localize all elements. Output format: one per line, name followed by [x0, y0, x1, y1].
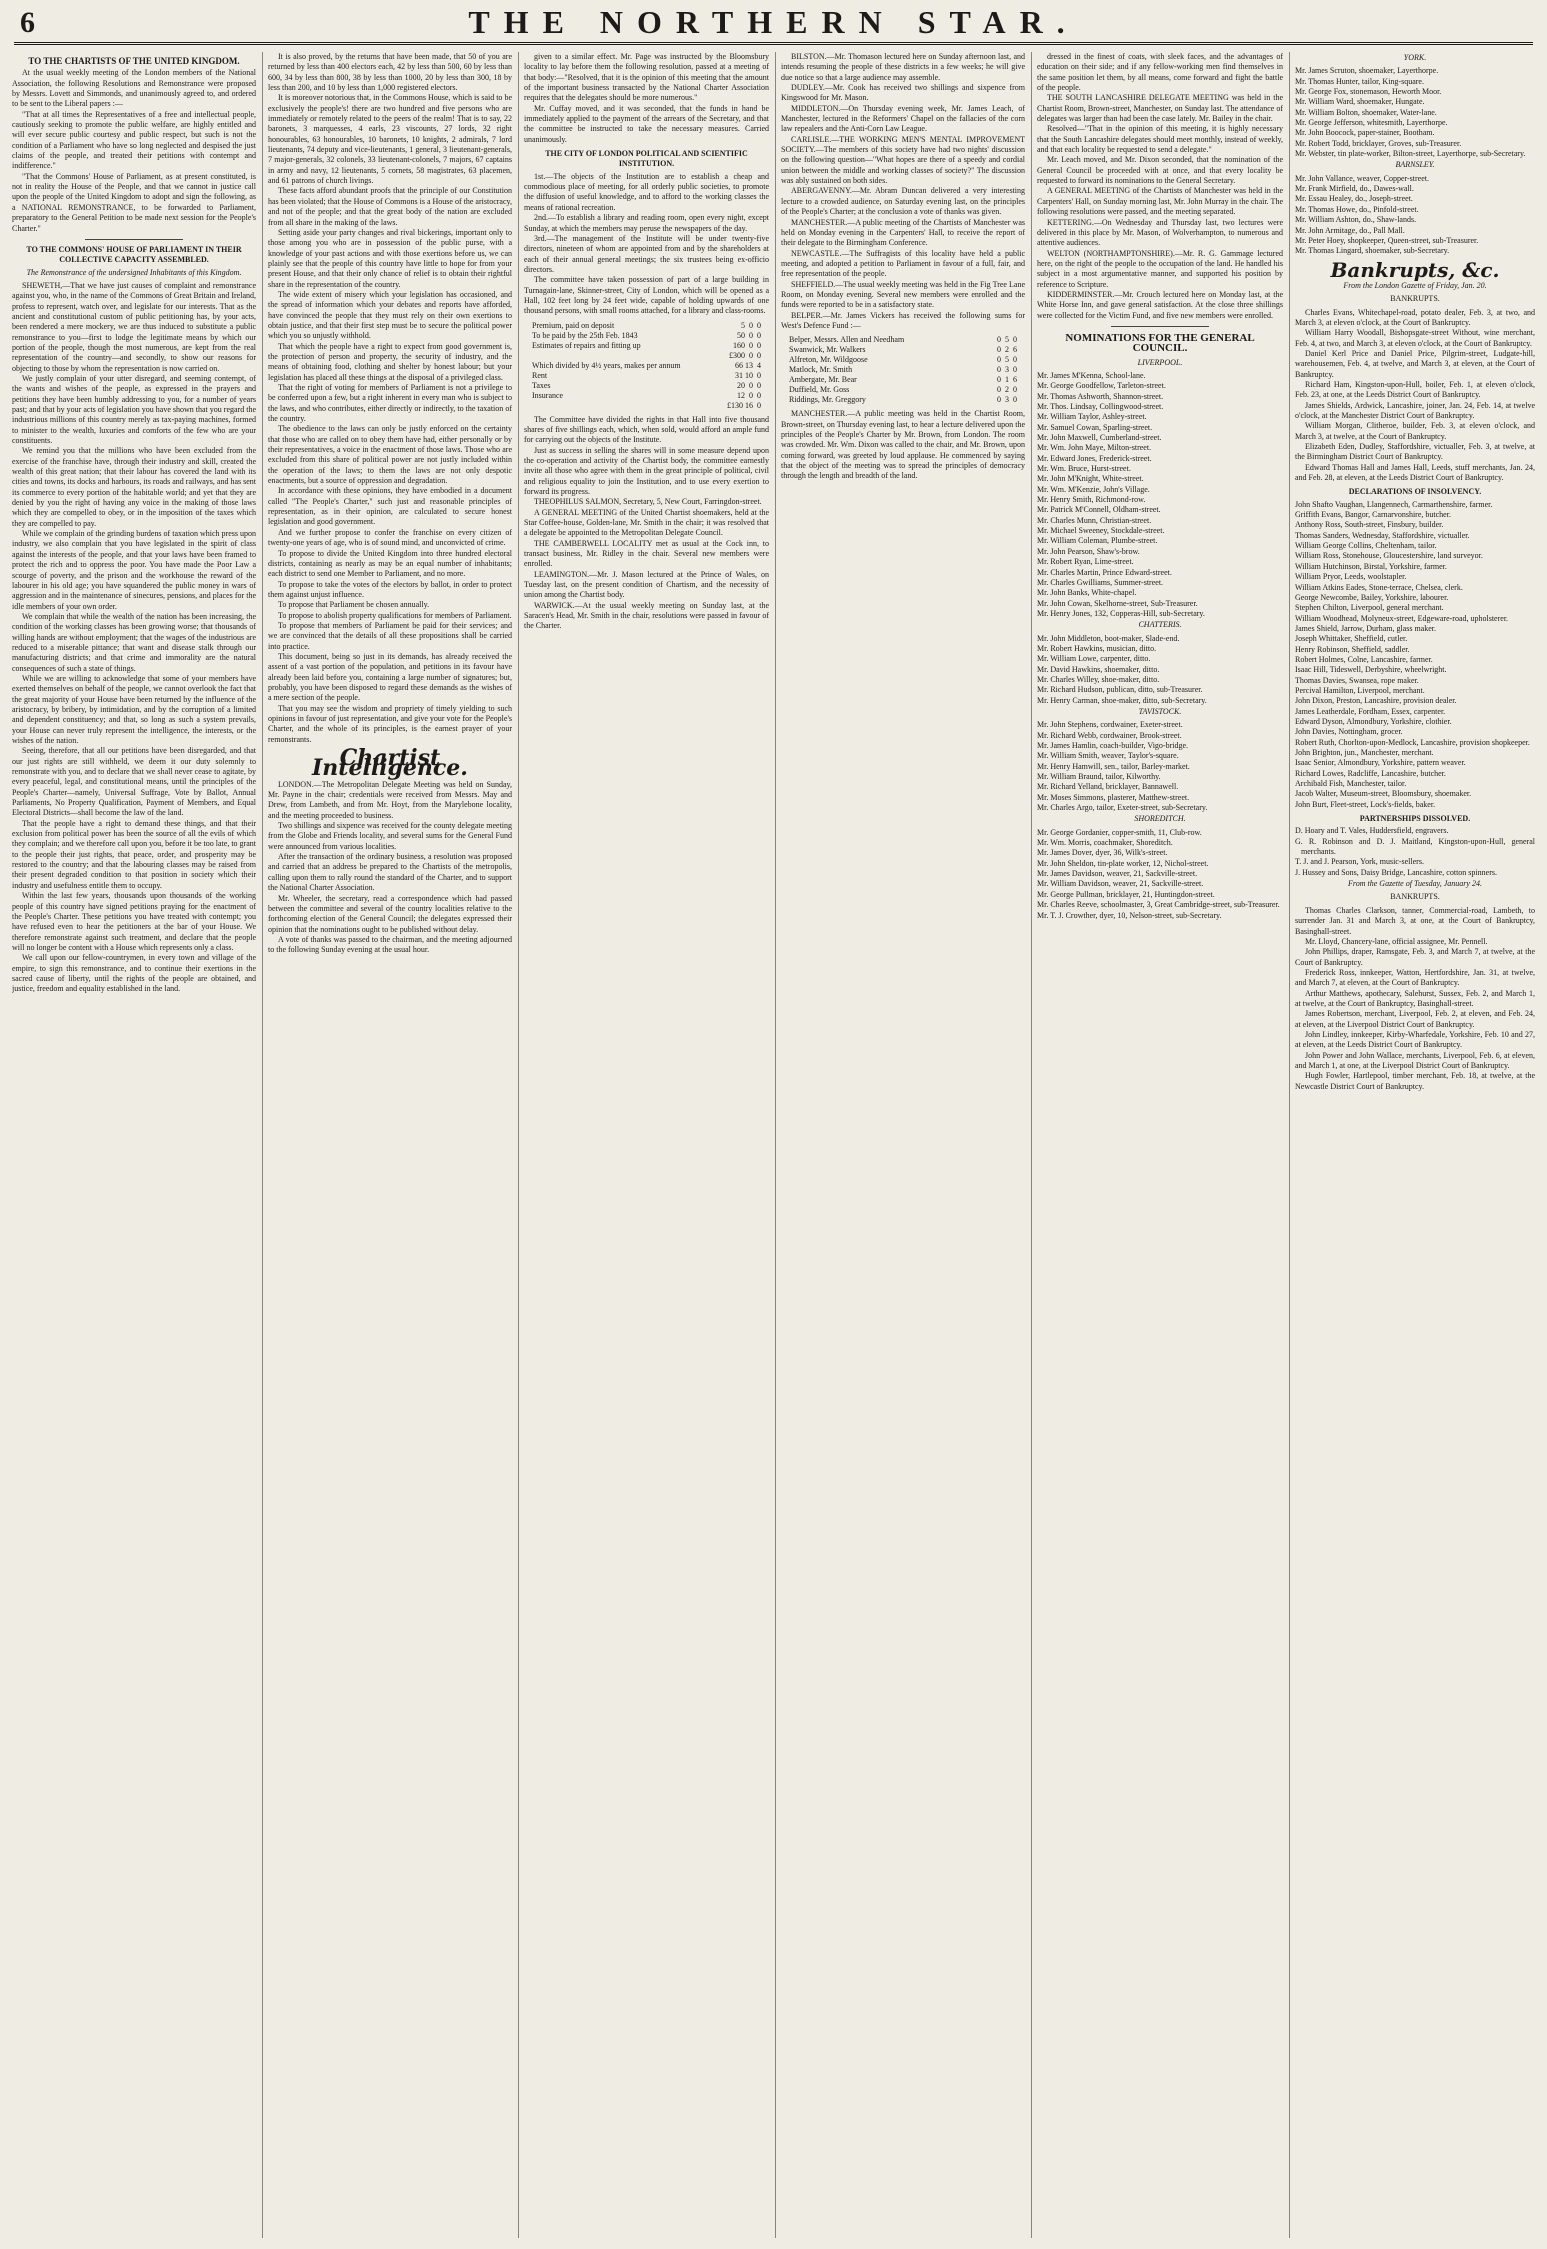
list-item: Mr. John Banks, White-chapel. [1037, 588, 1137, 598]
paragraph: Mr. Cuffay moved, and it was seconded, that the funds in hand be immediately applied to the payment of the arrears of the Secretary, and that the committee be instructed to take the necessary measures. Carried unanimously. [524, 103, 769, 144]
amount-row [532, 351, 761, 361]
paragraph: CARLISLE.—THE WORKING MEN'S MENTAL IMPROVEMENT SOCIETY.—The members of this society have had two nights' discussion on the following question—"What hopes are there of a speedy and cordial union between the middle and working classes of society?" The discussion was ably sustained on both sides. [781, 134, 1025, 186]
column-6 [1295, 52, 1535, 2238]
paragraph: Daniel Kerl Price and Daniel Price, Pilgrim-street, Ludgate-hill, warehousemen, Feb. 4, at twelve, and March 3, at eleven, at the Court of Bankruptcy. [1295, 348, 1535, 379]
nominee-list-york [1295, 66, 1535, 159]
paragraph: "That the Commons' House of Parliament, as at present constituted, is not in reality the House of the People, and that we cannot in justice call upon the people of the United Kingdom to adopt and sign the following, as a NATIONAL REMONSTRANCE, to be forwarded to Parliament, preparatory to the General Petition to be made next session for the People's Charter." [12, 171, 256, 233]
paragraph: Seeing, therefore, that all our petitions have been disregarded, and that our just rights are still withheld, we deem it our duty solemnly to remonstrate with you, and to declare that we shall never cease to agitate, by every peaceful, legal, and constitutional means, until the principles of the People's Charter—namely, Universal Suffrage, Vote by Ballot, Annual Parliaments, No Property Qualification, Payment of Members, and Equal Electoral Districts—shall become the law of the land. [12, 746, 256, 818]
paragraph: The Committee have divided the rights in that Hall into five thousand shares of five shillings each, which, when sold, would afford an ample fund for carrying out the objects of the Institute. [524, 414, 769, 445]
list-item: John Davies, Nottingham, grocer. [1295, 727, 1403, 737]
paragraph: Richard Ham, Kingston-upon-Hull, boiler, Feb. 1, at eleven o'clock, Feb. 23, at one, at the Leeds District Court of Bankruptcy. [1295, 379, 1535, 400]
list-item: Mr. Richard Webb, cordwainer, Brook-street. [1037, 730, 1182, 740]
paragraph: "That at all times the Representatives of a free and intellectual people, cautiously seeking to promote the public welfare, are highly entitled and will ever secure public courtesy and public respect, but such is not the condition of a Parliament who have so long neglected and despised the just claims of the people, and treated their petitions with contempt and indifference." [12, 109, 256, 171]
masthead-rule [14, 42, 1533, 45]
paragraph: MANCHESTER.—A public meeting was held in the Chartist Room, Brown-street, on Thursday evening last, to hear a lecture delivered upon the principles of the People's Charter by Mr. Brown, from London. The room was crowded. Mr. Wm. Dixon was called to the chair, and Mr. Brown, upon coming forward, was greeted by loud applause. He commenced by saying that the object of the meeting was to spread the principles of democracy through the length and breadth of the land. [781, 409, 1025, 481]
paragraph: John Lindley, innkeeper, Kirby-Wharfedale, Yorkshire, Feb. 10 and 27, at eleven, at the Leeds District Court of Bankruptcy. [1295, 1029, 1535, 1050]
list-item: Mr. John Maxwell, Cumberland-street. [1037, 433, 1162, 443]
list-item: Mr. Thomas Lingard, shoemaker, sub-Secretary. [1295, 246, 1450, 256]
list-item: George Newcombe, Bailey, Yorkshire, labourer. [1295, 592, 1449, 602]
place-heading: YORK. [1403, 53, 1427, 62]
column-2 [268, 52, 512, 2238]
amount-value: 0 1 6 [997, 375, 1017, 385]
bankrupts-title: Bankrupts, &c. [1330, 257, 1500, 282]
list-item: Mr. John Sheldon, tin-plate worker, 12, Nichol-street. [1037, 858, 1209, 868]
paragraph: THE CAMBERWELL LOCALITY met as usual at the Cock inn, to transact business, Mr. Ridley in the chair. Several new members were enrolled. [524, 538, 769, 569]
list-item: William Atkins Eades, Stone-terrace, Chelsea, clerk. [1295, 582, 1463, 592]
list-item: Robert Ruth, Chorlton-upon-Medlock, Lancashire, provision shopkeeper. [1295, 737, 1530, 747]
paragraph: We complain that while the wealth of the nation has been increasing, the condition of the working classes has been growing worse; that thousands of willing hands are without employment; that the wages of the industrious are reduced to a miserable pittance; that want and disease stalk through our manufacturing districts; and that crime and immorality are the natural consequences of such a state of things. [12, 611, 256, 673]
amount-value: 0 2 6 [997, 345, 1017, 355]
dissolved-heading: PARTNERSHIPS DISSOLVED. [1359, 814, 1471, 824]
list-item: Richard Lowes, Radcliffe, Lancashire, butcher. [1295, 768, 1446, 778]
paragraph: Within the last few years, thousands upon thousands of the working people of this country have signed petitions praying for the enactment of the People's Charter. These petitions you have treated with contempt; you have refused even to hear the petitioners at the bar of your House. We therefore remonstrate against such treatment, and declare that the people will no longer be content with a House which represents only a class. [12, 891, 256, 952]
list-item: Mr. Wm. John Maye, Milton-street. [1037, 443, 1152, 453]
paragraph: We remind you that the millions who have been excluded from the exercise of the franchise have, through their industry and skill, created the wealth of this great nation; that their labour has covered the land with its cities and towns, its docks and harbours, its roads and railways, and has sent its commerce to every portion of the habitable world; and yet that they are denied by you the right of having any voice in the making of those laws which they are compelled to obey, or in the imposition of the taxes which they are compelled to pay. [12, 446, 256, 528]
list-item: Mr. Robert Todd, bricklayer, Groves, sub-Treasurer. [1295, 138, 1462, 148]
list-item: Mr. Robert Hawkins, musician, ditto. [1037, 643, 1157, 653]
list-item: Isaac Hill, Tideswell, Derbyshire, wheelwright. [1295, 665, 1447, 675]
column-rule [1031, 52, 1032, 2238]
paragraph: To propose that Parliament be chosen annually. [278, 600, 430, 610]
paragraph: MIDDLETON.—On Thursday evening week, Mr. James Leach, of Manchester, lectured in the Reformers' Chapel on the fallacies of the corn law repealers and the Anti-Corn Law League. [781, 103, 1025, 134]
paragraph: KETTERING.—On Wednesday and Thursday last, two lectures were delivered in this place by Mr. Mason, of Wolverhampton, to numerous and attentive audiences. [1037, 217, 1283, 248]
paragraph: At the usual weekly meeting of the London members of the National Association, the following Resolutions and Remonstrance were proposed by Messrs. Lovett and Simmonds, and unanimously agreed to, and ordered to be sent to the Liberal papers :— [12, 68, 256, 109]
list-item: Isaac Senior, Almondbury, Yorkshire, pattern weaver. [1295, 758, 1466, 768]
locality-reports [781, 52, 1025, 331]
paragraph: In accordance with these opinions, they have embodied in a document called "The People's Charter," such just and reasonable principles of representation, as in their opinion, are calculated to secure honest legislation and good government. [268, 486, 512, 527]
bankrupt-list-2 [1295, 906, 1535, 1092]
list-item: Mr. Michael Sweeney, Stockdale-street. [1037, 526, 1165, 536]
amount-row [532, 381, 761, 391]
list-item: Mr. John Stephens, cordwainer, Exeter-street. [1037, 720, 1183, 730]
paragraph: LONDON.—The Metropolitan Delegate Meeting was held on Sunday, Mr. Payne in the chair; credentials were received from Messrs. May and Drew, from Lambeth, and from Mr. Hoyt, from the Marylebone locality, and the meeting proceeded to business. [268, 779, 512, 820]
place-heading: BARNSLEY. [1395, 160, 1435, 170]
paragraph: Thomas Charles Clarkson, tanner, Commercial-road, Lambeth, to surrender Jan. 31 and March 3, at one, at the Court of Bankruptcy, Basinghall-street. [1295, 905, 1535, 936]
list-item: Mr. Richard Hudson, publican, ditto, sub-Treasurer. [1037, 685, 1203, 695]
dissolved-list [1295, 826, 1535, 878]
page-number: 6 [20, 6, 35, 39]
list-item: Mr. James Davidson, weaver, 21, Sackville-street. [1037, 869, 1198, 879]
amount-row [532, 401, 761, 411]
list-item: Mr. John Armitage, do., Pall Mall. [1295, 225, 1405, 235]
list-item: John Burt, Fleet-street, Lock's-fields, baker. [1295, 799, 1436, 809]
paragraph: dressed in the finest of coats, with sleek faces, and the advantages of education on their side; and if any fellow-working men find themselves in the same position let them, by all means, come forward and fight the battle of the people. [1037, 52, 1283, 93]
paragraph: We call upon our fellow-countrymen, in every town and village of the empire, to sign this remonstrance, and to continue their exertions in the sacred cause of liberty, until the rights of the people are obtained, and justice, freedom and equality established in the land. [12, 953, 256, 994]
list-item: Mr. William Braund, tailor, Kilworthy. [1037, 772, 1161, 782]
paragraph: A GENERAL MEETING of the United Chartist shoemakers, held at the Star Coffee-house, Golden-lane, Mr. Smith in the chair; it was resolved that a delegate be appointed to the Metropolitan Delegate Council. [524, 507, 769, 538]
paragraph: James Shields, Ardwick, Lancashire, joiner, Jan. 24, Feb. 14, at twelve o'clock, at the Manchester District Court of Bankruptcy. [1295, 400, 1535, 420]
list-item: Mr. Wm. Bruce, Hurst-street. [1037, 464, 1131, 474]
amount-value: 50 0 0 [737, 330, 761, 340]
place-heading: LIVERPOOL. [1137, 357, 1183, 367]
amount-label: Duffield, Mr. Goss [789, 385, 850, 395]
amount-label: Alfreton, Mr. Wildgoose [789, 355, 868, 365]
amount-label: Riddings, Mr. Greggory [789, 395, 866, 405]
paragraph: 2nd.—To establish a library and reading room, open every night, except Sunday, at which the members may peruse the newspapers of the day. [524, 213, 769, 233]
list-item: Mr. William Taylor, Ashley-street. [1037, 412, 1147, 422]
paragraph: 1st.—The objects of the Institution are to establish a cheap and commodious place of meeting, for all orderly public societies, to promote the diffusion of useful knowledge, and to afford to the working classes the means of rational recreation. [524, 171, 769, 212]
list-item: Mr. Robert Ryan, Lime-street. [1037, 557, 1134, 567]
list-item: John Dixon, Preston, Lancashire, provision dealer. [1295, 696, 1457, 706]
paragraph: Two shillings and sixpence was received for the county delegate meeting from the Globe and Friends locality, and several sums for the General Fund were announced from various localities. [268, 821, 512, 851]
amount-label: Ambergate, Mr. Bear [789, 375, 857, 385]
amount-row [789, 335, 1017, 345]
list-item: Robert Holmes, Colne, Lancashire, farmer. [1295, 654, 1433, 664]
list-item: Mr. William Davidson, weaver, 21, Sackville-street. [1037, 879, 1204, 889]
list-item: William Woodhead, Molyneux-street, Edgeware-road, upholsterer. [1295, 613, 1509, 623]
paragraph: MANCHESTER.—A public meeting of the Chartists of Manchester was held on Monday evening in the Carpenters' Hall, to receive the report of their delegate to the Birmingham Conference. [781, 217, 1025, 248]
list-item: Mr. Edward Jones, Frederick-street. [1037, 453, 1152, 463]
list-item: Mr. Henry Carman, shoe-maker, ditto, sub-Secretary. [1037, 695, 1207, 705]
list-item: Mr. Henry Hamwill, sen., tailor, Barley-market. [1037, 761, 1190, 771]
list-item: William Pryor, Leeds, woolstapler. [1295, 572, 1407, 582]
bankrupts-heading: BANKRUPTS. [1390, 892, 1440, 902]
list-item: Mr. Charles Willey, shoe-maker, ditto. [1037, 674, 1160, 684]
list-item: Mr. William Smith, weaver, Taylor's-square. [1037, 751, 1179, 761]
amount-label: Estimates of repairs and fitting up [532, 340, 641, 350]
list-item: Mr. George Jefferson, whitesmith, Layerthorpe. [1295, 118, 1448, 128]
paragraph: To propose that members of Parliament be paid for their services; and we are convinced that the details of all these propositions shall be carried into practice. [268, 620, 512, 651]
column-4 [781, 52, 1025, 2238]
amount-row [789, 345, 1017, 355]
insolvency-heading: DECLARATIONS OF INSOLVENCY. [1348, 487, 1482, 497]
list-item: Mr. Webster, tin plate-worker, Bilton-street, Layerthorpe, sub-Secretary. [1295, 149, 1526, 159]
nominee-list-liverpool [1037, 371, 1283, 619]
nominee-list-tavistock [1037, 720, 1283, 813]
amount-value: 0 3 0 [997, 365, 1017, 375]
list-item: Stephen Chilton, Liverpool, general merchant. [1295, 603, 1444, 613]
list-item: Henry Robinson, Sheffield, saddler. [1295, 644, 1410, 654]
list-item: Mr. William Coleman, Plumbe-street. [1037, 536, 1158, 546]
paragraph: THEOPHILUS SALMON, Secretary, 5, New Court, Farringdon-street. [534, 497, 762, 507]
list-item: John Brighton, jun., Manchester, merchant. [1295, 748, 1434, 757]
column-rule [518, 52, 519, 2238]
amount-label: Belper, Messrs. Allen and Needham [789, 335, 905, 345]
list-item: Griffith Evans, Bangor, Carnarvonshire, butcher. [1295, 510, 1451, 520]
list-item: William Hutchinson, Birstal, Yorkshire, farmer. [1295, 561, 1447, 571]
paragraph: The wide extent of misery which your legislation has occasioned, and the spread of information which your debates and reports have afforded, have convinced the people that they must rely on their own exertions to obtain justice, and that their first step must be to secure the political power which you so unjustly withhold. [268, 289, 512, 341]
newspaper-title: THE NORTHERN STAR. [468, 4, 1079, 40]
list-item: Mr. David Hawkins, shoemaker, ditto. [1037, 664, 1160, 674]
list-item: Mr. T. J. Crowther, dyer, 10, Nelson-street, sub-Secretary. [1037, 910, 1222, 920]
paragraph: WARWICK.—At the usual weekly meeting on Sunday last, at the Saracen's Head, Mr. Smith in the chair, resolutions were passed in favour of the Charter. [524, 600, 769, 631]
paragraph: A vote of thanks was passed to the chairman, and the meeting adjourned to the following Sunday evening at the usual hour. [268, 934, 512, 955]
bankrupt-list [1295, 308, 1535, 484]
paragraph: Mr. Wheeler, the secretary, read a correspondence which had passed between the committee and several of the country localities relative to the forthcoming election of the General Council; the delegates expressed their opinion that the nominations ought to be published without delay. [268, 893, 512, 934]
paragraph: Arthur Matthews, apothecary, Salehurst, Sussex, Feb. 2, and March 1, at twelve, at the Court of Bankruptcy, Basinghall-street. [1295, 988, 1535, 1008]
paragraph: SHEWETH,—That we have just causes of complaint and remonstrance against you, who, in the name of the Commons of Great Britain and Ireland, profess to represent, watch over, and legislate for our interests. That as the ancient and constitutional custom of public petitioning has, by your acts, been rendered a mere mockery, we are thus induced to substitute a public remonstrance to you—first to lodge the legitimate means by which our portion of the people, though the most numerous, are kept from the real representation of the country—and secondly, to show our reasons for objecting to those by whom the representation is now carried on. [12, 280, 256, 373]
divider [1111, 326, 1209, 327]
paragraph: That the people have a right to demand these things, and that their exclusion from political power has been the source of all the evils of which they complain; and we therefore call upon you, before it be too late, to grant to the people their just rights, that peace, order, and prosperity may be restored to the country; and that the labouring classes may be raised from their present degraded condition to that position in society which their industry and usefulness entitle them to occupy. [12, 818, 256, 890]
amount-value: 0 3 0 [997, 395, 1017, 405]
amount-row [532, 331, 761, 341]
paragraph: We justly complain of your utter disregard, and seeming contempt, of the wants and wishes of the people, as expressed in the prayers and petitions they have been humbly addressing to you, for a number of years past; and that by your acts of legislation you have shown that you regard the industrious millions of this country merely as tax-paying machines, formed to minister to the wealth, luxuries and comforts of the few who are your constituents. [12, 373, 256, 446]
list-item: William Ross, Stonehouse, Gloucestershire, land surveyor. [1295, 551, 1483, 561]
paragraph: Frederick Ross, innkeeper, Watton, Hertfordshire, Jan. 31, at twelve, and March 7, at eleven, at the Court of Bankruptcy. [1295, 967, 1535, 988]
list-item: Mr. Thomas Ashworth, Shannon-street. [1037, 391, 1164, 401]
amount-value: 0 5 0 [997, 355, 1017, 365]
intelligence-continued [524, 52, 769, 145]
column-rule [1289, 52, 1290, 2238]
paragraph: And we further propose to confer the franchise on every citizen of twenty-one years of age, who is of sound mind, and unconvicted of crime. [268, 527, 512, 548]
amount-label: To be paid by the 25th Feb. 1843 [532, 330, 638, 340]
list-item: Mr. James Scruton, shoemaker, Layerthorpe. [1295, 66, 1439, 76]
list-item: Mr. Charles Reeve, schoolmaster, 3, Great Cambridge-street, sub-Treasurer. [1037, 900, 1280, 910]
paragraph: William Harry Woodall, Bishopsgate-street Without, wine merchant, Feb. 4, at two, and March 3, at eleven o'clock, at the Court of Bankruptcy. [1295, 328, 1535, 348]
amount-value: 66 13 4 [735, 360, 761, 370]
amount-row [532, 361, 761, 371]
list-item: Mr. Samuel Cowan, Sparling-street. [1037, 422, 1153, 432]
list-item: Mr. William Lowe, carpenter, ditto. [1037, 654, 1151, 664]
paragraph: John Power and John Wallace, merchants, Liverpool, Feb. 6, at eleven, and March 1, at one, at the Liverpool District Court of Bankruptcy. [1295, 1050, 1535, 1070]
list-item: Thomas Sanders, Wednesday, Staffordshire, victualler. [1295, 530, 1470, 540]
list-item: Mr. William Ashton, do., Shaw-lands. [1295, 215, 1417, 225]
list-item: Anthony Ross, South-street, Finsbury, builder. [1295, 520, 1444, 530]
list-item: Mr. Essau Healey, do., Joseph-street. [1295, 194, 1413, 204]
amount-row [532, 391, 761, 401]
amount-value: 0 5 0 [997, 335, 1017, 345]
paragraph: While we are willing to acknowledge that some of your members have exerted themselves on behalf of the people, we cannot overlook the fact that the great majority of your House have been returned by the influence of the aristocracy, by bribery, by intimidation, and by the corruption of a limited and dependent constituency; and that, so long as such a system prevails, your House can never truly represent the intelligence, the interests, or the wishes of the nation. [12, 673, 256, 745]
paragraph: SHEFFIELD.—The usual weekly meeting was held in the Fig Tree Lane Room, on Monday evening. Several new members were enrolled and the funds were reported to be in a satisfactory state. [781, 279, 1025, 310]
list-item: John Shafto Vaughan, Llangennech, Carmarthenshire, farmer. [1295, 499, 1493, 509]
paragraph: BELPER.—Mr. James Vickers has received the following sums for West's Defence Fund :— [781, 310, 1025, 330]
list-item: Mr. George Pullman, bricklayer, 21, Huntingdon-street. [1037, 889, 1215, 899]
paragraph: This document, being so just in its demands, has already received the assent of a vast portion of the population, and petitions in its favour have already been laid before you, containing a large number of signatures; but, probably, you have been disposed to regard these demands as the wishes of a mere section of the people. [268, 651, 512, 703]
amount-label: Taxes [532, 380, 551, 390]
list-item: Percival Hamilton, Liverpool, merchant. [1295, 685, 1425, 695]
nominations-title: NOMINATIONS FOR THE GENERAL COUNCIL. [1065, 331, 1255, 355]
amount-label: Insurance [532, 390, 564, 400]
list-item: Mr. John Middleton, boot-maker, Slade-end. [1037, 633, 1180, 643]
manchester-report [781, 409, 1025, 481]
paragraph: LEAMINGTON.—Mr. J. Mason lectured at the Prince of Wales, on Tuesday last, on the present condition of Chartism, and the necessity of union among the Chartist body. [524, 569, 769, 600]
meeting-reports [524, 508, 769, 632]
paragraph: That the right of voting for members of Parliament is not a privilege to be conferred upon a few, but a right inherent in every man who is subject to the laws, and who contributes, either directly or indirectly, to the taxation of the country. [268, 383, 512, 424]
list-item: Mr. Thos. Lindsay, Collingwood-street. [1037, 402, 1164, 411]
list-item: Mr. John M'Knight, White-street. [1037, 474, 1144, 484]
paragraph: Edward Thomas Hall and James Hall, Leeds, stuff merchants, Jan. 24, and Feb. 28, at eleven, at the Leeds District Court of Bankruptcy. [1295, 462, 1535, 483]
amount-row [789, 395, 1017, 405]
masthead [0, 0, 1547, 46]
list-item: Mr. Wm. M'Kenzie, John's Village. [1037, 484, 1150, 494]
column-3 [524, 52, 769, 2238]
intelligence-reports [268, 780, 512, 956]
amount-row [532, 371, 761, 381]
paragraph: Hugh Fowler, Hartlepool, timber merchant, Feb. 18, at twelve, at the Newcastle District Court of Bankruptcy. [1295, 1071, 1535, 1091]
paragraph: William Morgan, Clitheroe, builder, Feb. 3, at eleven o'clock, and March 3, at twelve, at the Court of Bankruptcy. [1295, 421, 1535, 441]
list-item: Edward Dyson, Almondbury, Yorkshire, clothier. [1295, 716, 1452, 726]
paragraph: It is also proved, by the returns that have been made, that 50 of you are returned by less than 400 electors each, 42 by less than 500, 60 by less than 600, 34 by less than 800, 38 by less than 1000, 20 by less than 300, 18 by less than 200, and 10 by less than 1,000 registered electors. [268, 52, 512, 93]
paragraph: These facts afford abundant proofs that the principle of our Constitution has been violated; that the House of Commons is a House of the aristocracy, and not of the people; and that the great body of the nation are excluded from all share in the making of the laws. [268, 186, 512, 227]
paragraph: NEWCASTLE.—The Suffragists of this locality have held a public meeting, and adopted a petition to Parliament in favour of a full, fair, and free representation of the people. [781, 248, 1025, 279]
list-item: Mr. Patrick M'Connell, Oldham-street. [1037, 505, 1161, 515]
amount-value: 0 2 0 [997, 385, 1017, 395]
list-item: Mr. Thomas Howe, do., Pinfold-street. [1295, 204, 1419, 214]
list-item: Jacob Walter, Museum-street, Bloomsbury, shoemaker. [1295, 789, 1472, 799]
paragraph: BILSTON.—Mr. Thomason lectured here on Sunday afternoon last, and intends resuming the people of these districts in a few weeks; he will give due notice so that a large audience may assemble. [781, 52, 1025, 82]
list-item: Mr. John Boocock, paper-stainer, Bootham. [1295, 128, 1435, 138]
list-item: Mr. Charles Argo, tailor, Exeter-street, sub-Secretary. [1037, 803, 1208, 813]
article-heading: TO THE CHARTISTS OF THE UNITED KINGDOM. [28, 56, 240, 66]
amount-row [789, 355, 1017, 365]
amount-label: Which divided by 4½ years, makes per annum [532, 360, 681, 370]
list-item: Mr. George Goodfellow, Tarleton-street. [1037, 381, 1166, 391]
list-item: Mr. Charles Gwilliams, Summer-street. [1037, 577, 1164, 587]
paragraph: Mr. Leach moved, and Mr. Dixon seconded, that the nomination of the General Council be proceeded with at once, and that every locality be requested to forward its nominations to the General Secretary. [1037, 155, 1283, 186]
paragraph: To propose to divide the United Kingdom into three hundred electoral districts, containing as nearly as may be an equal number of inhabitants; each district to send one Member to Parliament, and no more. [268, 548, 512, 579]
paragraph: It is moreover notorious that, in the Commons House, which is said to be exclusively the people's! there are two hundred and five persons who are immediately or remotely related to the peers of the realm! That is to say, 22 baronets, 3 marquesses, 4 earls, 23 viscounts, 27 lords, 32 right honourables, 63 honourables, 10 baronets, 10 knights, 2 admirals, 7 lord lieutenants, 74 deputy and vice-lieutenants, 1 general, 3 lieutenant-generals, 7 major-generals, 32 colonels, 33 lieutenant-colonels, 7 majors, 67 captains in army and navy, 12 lieutenants, 5 cornets, 58 magistrates, 63 placemen, and 61 patrons of church livings. [268, 93, 512, 186]
list-item: Mr. James Hamlin, coach-builder, Vigo-bridge. [1037, 741, 1189, 750]
amount-value: 31 10 0 [735, 370, 761, 380]
paragraph: Resolved—"That in the opinion of this meeting, it is highly necessary that the South Lancashire delegates should meet monthly, instead of weekly, and that each locality be requested to send a delegate." [1037, 124, 1283, 155]
amount-value: £300 0 0 [729, 350, 761, 360]
place-heading: CHATTERIS. [1138, 620, 1182, 630]
insolvency-list [1295, 500, 1535, 810]
list-item: James Leatherdale, Fordham, Essex, carpenter. [1295, 706, 1446, 716]
locality-reports-continued [1037, 52, 1283, 321]
list-item: J. Hussey and Sons, Daisy Bridge, Lancashire, cotton spinners. [1295, 867, 1497, 877]
amount-row [789, 385, 1017, 395]
institution-objects [524, 172, 769, 317]
amount-value: 5 0 0 [741, 320, 761, 330]
divider [85, 239, 183, 240]
paragraph: The obedience to the laws can only be justly enforced on the certainty that those who are called on to obey them have had, either personally or by their representatives, a voice in the enactment of those laws. Those who are excluded from this share of political power are not justly included within the operation of the laws; to them the laws are not only despotic enactments, but a source of oppression and degradation. [268, 424, 512, 486]
paragraph: 3rd.—The management of the Institute will be under twenty-five directors, nineteen of whom are appointed from and by the shareholders at each of their annual general meetings; the six trustees being ex-officio directors. [524, 233, 769, 274]
paragraph: Mr. Lloyd, Chancery-lane, official assignee, Mr. Pennell. [1305, 936, 1488, 946]
amount-value: 12 0 0 [737, 390, 761, 400]
list-item: Mr. Wm. Morris, coachmaker, Shoreditch. [1037, 838, 1173, 848]
belper-sums [789, 335, 1017, 405]
list-item: Mr. William Bolton, shoemaker, Water-lane. [1295, 107, 1437, 117]
place-heading: TAVISTOCK. [1138, 706, 1182, 716]
amount-label: Premium, paid on deposit [532, 320, 615, 330]
list-item: Mr. Henry Jones, 132, Copperas-Hill, sub-Secretary. [1037, 608, 1205, 618]
list-item: G. R. Robinson and D. J. Maitland, Kingston-upon-Hull, general merchants. [1295, 836, 1535, 857]
institution-heading: THE CITY OF LONDON POLITICAL AND SCIENTIFIC INSTITUTION. [545, 149, 748, 169]
paragraph: To propose to abolish property qualifications for members of Parliament. [278, 610, 512, 620]
paragraph: John Phillips, draper, Ramsgate, Feb. 3, and March 7, at twelve, at the Court of Bankruptcy. [1295, 947, 1535, 967]
amount-row [789, 375, 1017, 385]
paragraph: DUDLEY.—Mr. Cook has received two shillings and sixpence from Kingswood for Mr. Mason. [781, 83, 1025, 103]
column-rule [775, 52, 776, 2238]
list-item: Mr. John Cowan, Skelhorne-street, Sub-Treasurer. [1037, 598, 1198, 608]
paragraph: ABERGAVENNY.—Mr. Abram Duncan delivered a very interesting lecture to a crowded audience, on Saturday evening last, on the principles of the People's Charter; at the conclusion a vote of thanks was given. [781, 186, 1025, 217]
amount-value: 160 0 0 [733, 340, 761, 350]
list-item: Thomas Davies, Swansea, rope maker. [1295, 675, 1419, 685]
receipts-table [532, 321, 761, 411]
remonstrance-subheading: The Remonstrance of the undersigned Inhabitants of this Kingdom. [26, 267, 242, 277]
place-heading: SHOREDITCH. [1134, 814, 1186, 824]
list-item: Mr. William Ward, shoemaker, Hungate. [1295, 97, 1425, 107]
list-item: Mr. Henry Smith, Richmond-row. [1037, 495, 1146, 505]
paragraph: Setting aside your party changes and rival bickerings, important only to those among you who are in possession of the public purse, with a knowledge of your past actions and with those exertions before us, we can plainly see that the people of this country have little to hope for from your present House, and that their only chance of relief is to obtain their rightful share in the representation of the country. [268, 227, 512, 289]
list-item: Joseph Whittaker, Sheffield, cutler. [1295, 634, 1408, 644]
list-item: Archibald Fish, Manchester, tailor. [1295, 779, 1407, 789]
paragraph: Charles Evans, Whitechapel-road, potato dealer, Feb. 3, at two, and March 3, at eleven o'clock, at the Court of Bankruptcy. [1295, 307, 1535, 327]
intro-paragraphs [12, 68, 256, 234]
column-1 [12, 52, 256, 2238]
paragraph: A GENERAL MEETING of the Chartists of Manchester was held in the Carpenters' Hall, on Sunday morning last, Mr. John Murray in the chair. The following resolutions were passed, and the meeting separated. [1037, 186, 1283, 217]
list-item: Mr. Charles Martin, Prince Edward-street. [1037, 567, 1172, 577]
nominee-list-chatteris [1037, 634, 1283, 706]
paragraph: WELTON (NORTHAMPTONSHIRE).—Mr. R. G. Gammage lectured here, on the right of the people to the occupation of the land. He handled his subject in a most argumentative manner, and supported his position by reference to Scripture. [1037, 248, 1283, 289]
nominee-list-shoreditch [1037, 828, 1283, 921]
gazette-date: From the London Gazette of Friday, Jan. 20. [1343, 280, 1487, 290]
nominee-list-barnsley [1295, 174, 1535, 257]
column-rule [262, 52, 263, 2238]
list-item: Mr. Charles Munn, Christian-street. [1037, 515, 1152, 525]
list-item: Mr. Peter Hoey, shopkeeper, Queen-street, sub-Treasurer. [1295, 235, 1479, 245]
list-item: T. J. and J. Pearson, York, music-sellers. [1295, 857, 1424, 867]
list-item: Mr. James Dover, dyer, 36, Wilk's-street. [1037, 848, 1168, 858]
paragraph: The committee have taken possession of part of a large building in Turnagain-lane, Skinner-street, City of London, which will be opened as a Hall, 102 feet long by 24 feet wide, capable of holding upwards of one thousand persons, with small rooms attached, for a library and class-rooms. [524, 275, 769, 316]
list-item: Mr. Thomas Hunter, tailor, King-square. [1295, 76, 1424, 86]
list-item: Mr. George Gordanier, copper-smith, 11, Club-row. [1037, 827, 1202, 837]
column-5 [1037, 52, 1283, 2238]
paragraph: given to a similar effect. Mr. Page was instructed by the Bloomsbury locality to lay before them the following resolution, passed at a meeting of that body:—"Resolved, that it is the opinion of this meeting that the amount of the important business transacted by the National Charter Association requires that the delegates should be more numerous." [524, 52, 769, 103]
paragraph: While we complain of the grinding burdens of taxation which press upon industry, we also complain that you have legislated in the spirit of class against the interests of the people, and that your laws have been framed to protect the rich and to oppress the poor. You have made the Poor Law a scourge of poverty, and the prison and the workhouse the reward of the labourer in his old age; you have squandered the public money in wars of aggression and in the maintenance of sinecures, pensions, and places for the idle members of your own order. [12, 529, 256, 611]
amount-label: Rent [532, 370, 548, 380]
remonstrance-continued [268, 52, 512, 745]
amount-row [789, 365, 1017, 375]
paragraph: Just as success in selling the shares will in some measure depend upon the co-operation and activity of the Chartist body, the committee earnestly invite all those who agree with them in the great principle of political, civil and religious equality to join the Institution, and to use every exertion to forward its progress. [524, 445, 769, 496]
list-item: James Shield, Jarrow, Durham, glass maker. [1295, 623, 1437, 633]
paragraph: Elizabeth Eden, Dudley, Staffordshire, victualler, Feb. 3, at twelve, at the Birmingham District Court of Bankruptcy. [1295, 442, 1535, 462]
bankrupts-heading: BANKRUPTS. [1390, 294, 1440, 304]
institution-after [524, 415, 769, 508]
remonstrance-heading: TO THE COMMONS' HOUSE OF PARLIAMENT IN THEIR COLLECTIVE CAPACITY ASSEMBLED. [26, 244, 242, 265]
remonstrance-body [12, 281, 256, 995]
list-item: Mr. Frank Mirfield, do., Dawes-wall. [1295, 184, 1414, 194]
amount-row [532, 321, 761, 331]
list-item: Mr. Richard Yelland, bricklayer, Bannawell. [1037, 782, 1179, 792]
amount-value: 20 0 0 [737, 380, 761, 390]
list-item: William George Collins, Cheltenham, tailor. [1295, 541, 1437, 551]
paragraph: That which the people have a right to expect from good government is, the protection of person and property, the security of industry, and the means of obtaining food, clothing and shelter by honest labour; but your legislation has placed all these things at the disposal of a privileged class. [268, 341, 512, 382]
paragraph: After the transaction of the ordinary business, a resolution was proposed and carried that an address be prepared to the Chartists of the metropolis, calling upon them to rally round the standard of the Charter, and to support the National Charter Association. [268, 852, 512, 893]
list-item: Mr. Moses Simmons, plasterer, Matthew-street. [1037, 792, 1190, 802]
amount-row [532, 341, 761, 351]
section-title: Chartist Intelligence. [312, 745, 468, 782]
paragraph: James Robertson, merchant, Liverpool, Feb. 2, at eleven, and Feb. 24, at eleven, at the Liverpool District Court of Bankruptcy. [1295, 1009, 1535, 1029]
list-item: Mr. John Vallance, weaver, Copper-street. [1295, 173, 1429, 183]
paragraph: THE SOUTH LANCASHIRE DELEGATE MEETING was held in the Chartist Room, Brown-street, Manchester, on Sunday last. The attendance of delegates was larger than had been the case lately. Mr. Bailey in the chair. [1037, 93, 1283, 124]
amount-label: Matlock, Mr. Smith [789, 365, 853, 375]
list-item: Mr. John Pearson, Shaw's-brow. [1037, 546, 1140, 556]
paragraph: To propose to take the votes of the electors by ballot, in order to protect them against unjust influence. [268, 579, 512, 599]
list-item: D. Hoary and T. Vales, Huddersfield, engravers. [1295, 826, 1449, 836]
paragraph: That you may see the wisdom and propriety of timely yielding to such opinions in favour of just representation, and give your vote for the People's Charter, and the whole of its principles, is the earnest prayer of your remonstrants. [268, 703, 512, 744]
amount-label: Swanwick, Mr. Walkers [789, 345, 866, 355]
amount-value: £130 16 0 [727, 400, 761, 410]
list-item: Mr. George Fox, stonemason, Heworth Moor. [1295, 87, 1442, 97]
gazette-date: From the Gazette of Tuesday, January 24. [1348, 879, 1482, 889]
paragraph: KIDDERMINSTER.—Mr. Crouch lectured here on Monday last, at the White Horse Inn, and gave general satisfaction. At the close three shillings were collected for the Victim Fund, and five new members were enrolled. [1037, 289, 1283, 320]
list-item: Mr. James M'Kenna, School-lane. [1037, 370, 1146, 380]
